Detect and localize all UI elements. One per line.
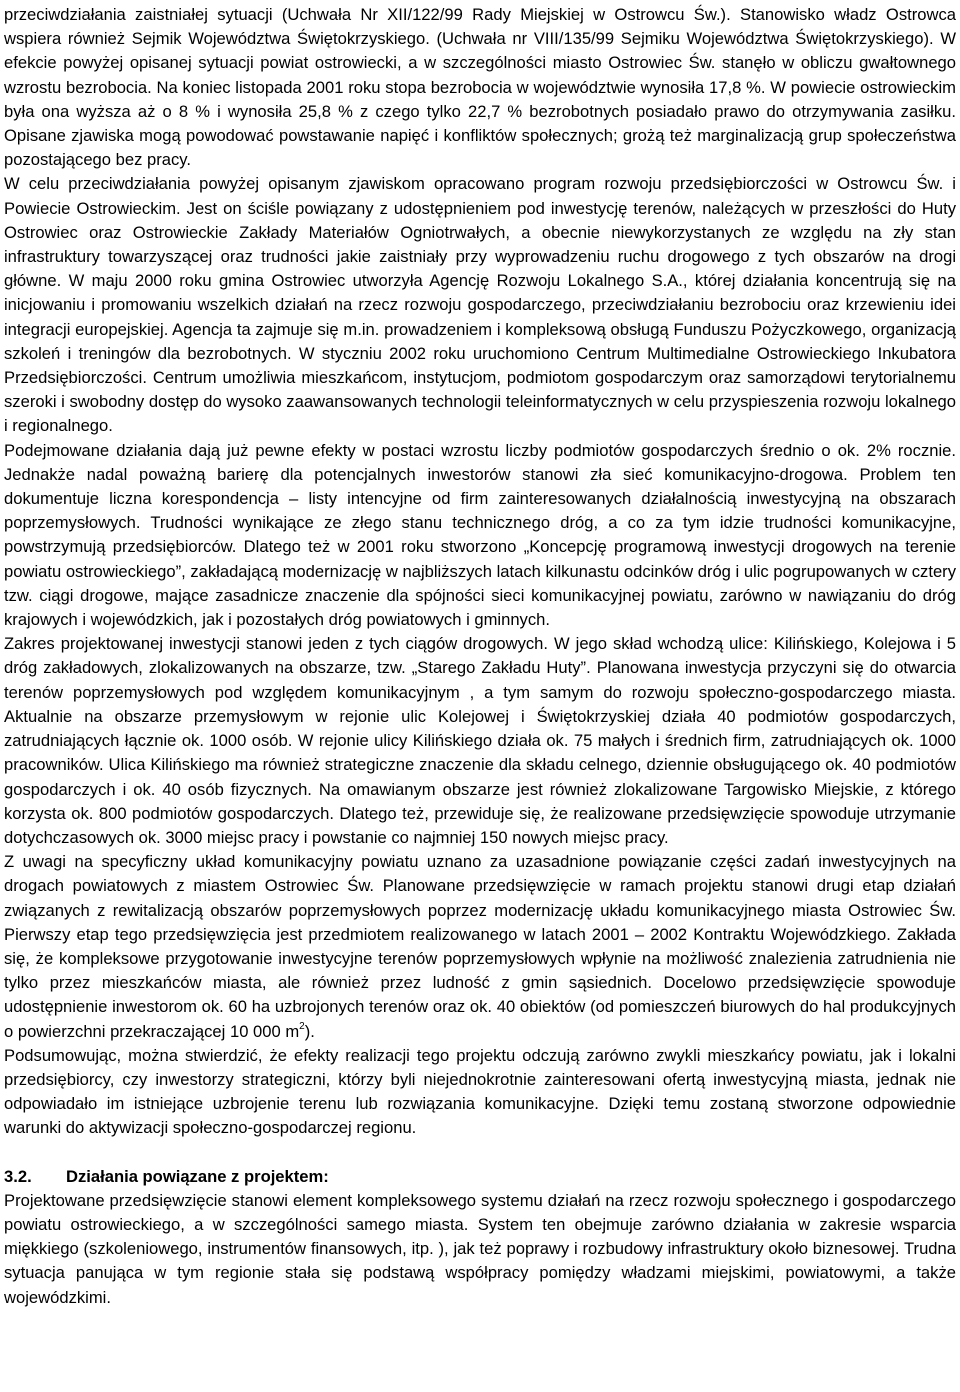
paragraph-entrepreneurship-program: W celu przeciwdziałania powyżej opisanym zjawiskom opracowano program rozwoju przedsiębiorczości w Ostrowcu Św. i Powiecie Ostrowieckim. Jest on ściśle powiązany z udostępnieniem pod inwestycję terenów, należących w przeszłości do Huty Ostrowiec oraz Ostrowieckie Zakłady Materiałów Ogniotrwałych, a obecnie niewykorzystanych ze względu na zły stan infrastruktury towarzyszącej oraz trudności jakie zaistniały przy wyprowadzeniu ruchu drogowego z tych obszarów na drogi główne. W maju 2000 roku gmina Ostrowiec utworzyła Agencję Rozwoju Lokalnego S.A., której działania koncentrują się na inicjowaniu i promowaniu wszelkich działań na rzecz rozwoju gospodarczego, przeciwdziałaniu bezrobociu oraz krzewieniu idei integracji europejskiej. Agencja ta zajmuje się m.in. prowadzeniem i kompleksową obsługą Funduszu Pożyczkowego, organizacją szkoleń i treningów dla bezrobotnych. W styczniu 2002 roku uruchomiono Centrum Multimedialne Ostrowieckiego Inkubatora Przedsiębiorczości. Centrum umożliwia mieszkańcom, instytucjom, podmiotom gospodarczym oraz samorządowi terytorialnemu szeroki i swobodny dostęp do wysoko zaawansowanych technologii teleinformatycznych w celu przyspieszenia rozwoju lokalnego i regionalnego. bbox=[4, 174, 956, 436]
paragraph-investment-scope: Zakres projektowanej inwestycji stanowi jeden z tych ciągów drogowych. W jego skład wchodzą ulice: Kilińskiego, Kolejowa i 5 dróg zakładowych, zlokalizowanych na obszarze, tzw. „Starego Zakładu Huty”. Planowana inwestycja przyczyni się do otwarcia terenów poprzemysłowych pod względem komunikacyjnym , a tym samym do rozwoju społeczno-gospodarczego miasta. Aktualnie na obszarze przemysłowym w rejonie ulic Kolejowej i Świętokrzyskiej działa 40 podmiotów gospodarczych, zatrudniających łącznie ok. 1000 osób. W rejonie ulicy Kilińskiego działa ok. 75 małych i średnich firm, zatrudniających ok. 1000 pracowników. Ulica Kilińskiego ma również strategiczne znaczenie dla składu celnego, dziennie obsługującego ok. 40 podmiotów gospodarczych i ok. 40 osób fizycznych. Na omawianym obszarze jest również zlokalizowane Targowisko Miejskie, z którego korzysta ok. 800 podmiotów gospodarczych. Dlatego też, przewiduje się, że realizowane przedsięwzięcie spowoduje utrzymanie dotychczasowych ok. 3000 miejsc pracy i powstanie co najmniej 150 nowych miejsc pracy. bbox=[4, 634, 956, 847]
section-heading bbox=[4, 1165, 956, 1189]
paragraph-revitalization bbox=[4, 850, 956, 1044]
paragraph-related-actions: Projektowane przedsięwzięcie stanowi element kompleksowego systemu działań na rzecz rozwoju społecznego i gospodarczego powiatu ostrowieckiego, a w szczególności samego miasta. System ten obejmuje zarówno działania w zakresie wsparcia miękkiego (szkoleniowego, instrumentów finansowych, itp. ), jak też poprawy i rozbudowy infrastruktury około biznesowej. Trudna sytuacja panująca w tym regionie stała się podstawą współpracy pomiędzy władzami miejskimi, powiatowymi, a także wojewódzkimi. bbox=[4, 1190, 956, 1307]
paragraph-summary: Podsumowując, można stwierdzić, że efekty realizacji tego projektu odczują zarówno zwykli mieszkańcy powiatu, jak i lokalni przedsiębiorcy, czy inwestorzy strategiczni, którzy byli niejednokrotnie zainteresowani ofertą inwestycyjną miasta, jednak nie odpowiadało im istniejące uzbrojenie terenu lub rozwiązania komunikacyjne. Dzięki temu zostaną stworzone odpowiednie warunki do aktywizacji społeczno-gospodarczej regionu. bbox=[4, 1045, 956, 1138]
paragraph-unemployment: przeciwdziałania zaistniałej sytuacji (Uchwała Nr XII/122/99 Rady Miejskiej w Ostrowcu Św.). Stanowisko władz Ostrowca wspiera również Sejmik Województwa Świętokrzyskiego. (Uchwała nr VIII/135/99 Sejmiku Województwa Świętokrzyskiego). W efekcie powyżej opisanej sytuacji powiat ostrowiecki, a w szczególności miasto Ostrowiec Św. stanęło w obliczu gwałtownego wzrostu bezrobocia. Na koniec listopada 2001 roku stopa bezrobocia w województwie wynosiła 17,8 %. W powiecie ostrowieckim była ona wyższa aż o 8 % i wynosiła 25,8 % z czego tylko 22,7 % bezrobotnych posiadało prawo do otrzymywania zasiłku. Opisane zjawiska mogą powodować powstawanie napięć i konfliktów społecznych; grożą też marginalizacją grup społeczeństwa pozostającego bez pracy. bbox=[4, 5, 956, 170]
section-number: 3.2. bbox=[4, 1166, 32, 1186]
paragraph-road-network: Podejmowane działania dają już pewne efekty w postaci wzrostu liczby podmiotów gospodarczych średnio o ok. 2% rocznie. Jednakże nadal poważną barierę dla potencjalnych inwestorów stanowi zła sieć komunikacyjno-drogowa. Problem ten dokumentuje liczna korespondencja – listy intencyjne od firm zainteresowanych działalnością inwestycyjną na obszarach poprzemysłowych. Trudności wynikające ze złego stanu technicznego dróg, a co za tym idzie trudności komunikacyjne, powstrzymują przedsiębiorców. Dlatego też w 2001 roku stworzono „Koncepcję programową inwestycji drogowych na terenie powiatu ostrowieckiego”, zakładającą modernizację w najbliższych latach kilkunastu odcinków dróg i ulic pogrupowanych w cztery tzw. ciągi drogowe, mające zasadnicze znaczenie dla spójności sieci komunikacyjnej powiatu, zarówno w nawiązaniu do dróg krajowych i wojewódzkich, jak i pozostałych dróg powiatowych i gminnych. bbox=[4, 440, 956, 630]
area-unit-superscript: 2 bbox=[299, 1021, 305, 1032]
section-title: Działania powiązane z projektem: bbox=[66, 1166, 329, 1186]
paragraph-revitalization-text: Z uwagi na specyficzny układ komunikacyjny powiatu uznano za uzasadnione powiązanie części zadań inwestycyjnych na drogach powiatowych z miastem Ostrowiec Św. Planowane przedsięwzięcie w ramach projektu stanowi drugi etap działań związanych z rewitalizacją obszarów poprzemysłowych poprzez modernizację układu komunikacyjnego miasta Ostrowiec Św. Pierwszy etap tego przedsięwzięcia jest przedmiotem realizowanego w latach 2001 – 2002 Kontraktu Wojewódzkiego. Zakłada się, że kompleksowe przygotowanie inwestycyjne terenów poprzemysłowych wpłynie na możliwość znalezienia zatrudnienia nie tylko przez mieszkańców miasta, ale również przez ludność z gmin sąsiednich. Docelowo przedsięwzięcie spowoduje udostępnienie inwestorom ok. 60 ha uzbrojonych terenów oraz ok. 40 obiektów (od pomieszczeń biurowych do hal produkcyjnych o powierzchni przekraczającej 10 000 m bbox=[4, 852, 956, 1041]
paragraph-revitalization-tail: ). bbox=[304, 1021, 315, 1041]
